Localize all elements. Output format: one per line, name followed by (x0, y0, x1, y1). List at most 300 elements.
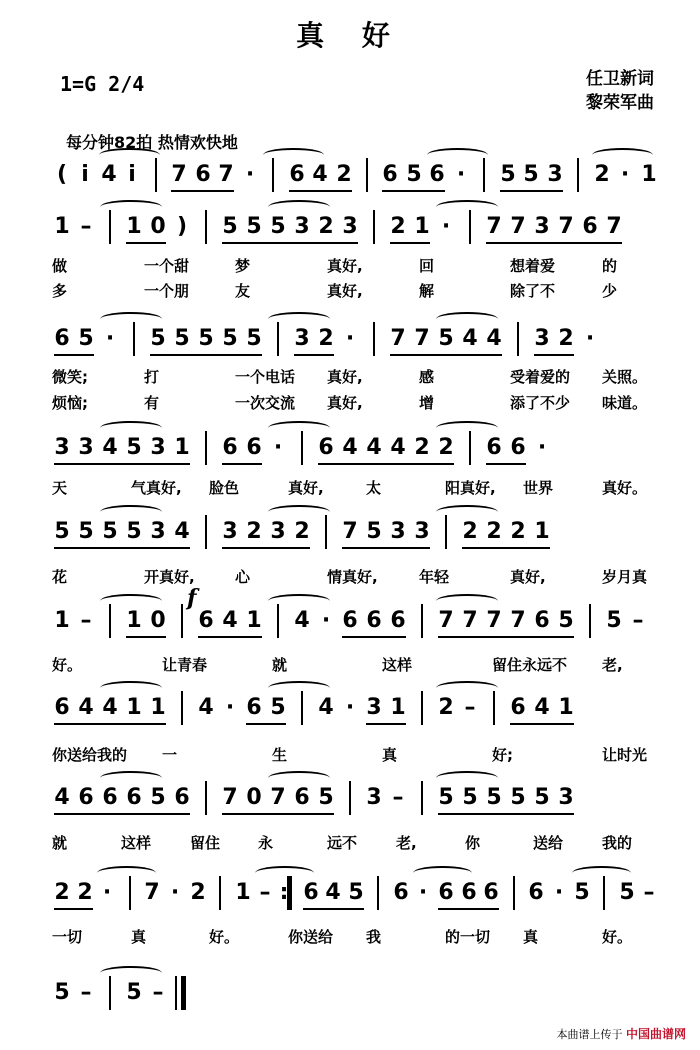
note-digit: 6 (429, 162, 445, 187)
note-digit: 5 (78, 519, 94, 544)
note-digit: 3 (54, 435, 70, 460)
note-digit: 5 (246, 326, 262, 351)
note-digit: 6 (222, 435, 238, 460)
beam-line (150, 354, 262, 356)
lyric-word: 气真好, (131, 479, 182, 497)
note-digit: 7 (510, 214, 526, 239)
note-digit: 5 (510, 785, 526, 810)
beam-line (246, 723, 286, 725)
slur-arc (255, 866, 314, 880)
lyric-word: 好。 (602, 928, 633, 946)
beam-line (534, 354, 574, 356)
note-digit: 5 (406, 162, 422, 187)
note-digit: 2 (558, 326, 574, 351)
lyric-word: 留住 (190, 834, 221, 852)
slur-arc (100, 312, 162, 326)
beam-line (486, 463, 526, 465)
note-digit: 1 (150, 695, 166, 720)
note-digit: 5 (174, 326, 190, 351)
slur-arc (436, 200, 498, 214)
lyric-word: 脸色 (209, 479, 240, 497)
slur-arc (268, 594, 330, 608)
lyric-word: 就 (272, 656, 288, 674)
slur-arc (268, 771, 330, 785)
note-digit: 3 (78, 435, 94, 460)
note-digit: 3 (294, 326, 310, 351)
note-digit: 5 (270, 214, 286, 239)
note-digit: 7 (218, 162, 234, 187)
note-digit: 4 (342, 435, 358, 460)
note-digit: 1 (54, 214, 70, 239)
note-digit: – (643, 880, 655, 905)
bar-line (109, 604, 111, 638)
note-digit: · (537, 435, 547, 460)
bar-line (349, 781, 351, 815)
note-digit: 1 (126, 695, 142, 720)
bar-line (205, 431, 207, 465)
note-digit: 3 (547, 162, 563, 187)
lyric-word: 感 (419, 368, 435, 386)
bar-line (325, 515, 327, 549)
lyric-word: 增 (419, 394, 435, 412)
lyric-word: 好。 (209, 928, 240, 946)
note-digit: · (170, 880, 180, 905)
note-digit: 7 (414, 326, 430, 351)
note-digit: 6 (510, 695, 526, 720)
note-digit: 0 (246, 785, 262, 810)
lyric-word: 太 (366, 479, 382, 497)
lyric-word: 这样 (382, 656, 413, 674)
lyric-word: 真好, (288, 479, 324, 497)
note-digit: 6 (102, 785, 118, 810)
beam-line (438, 908, 499, 910)
dynamic-marking: f (187, 585, 197, 611)
note-digit: 2 (594, 162, 610, 187)
note-digit: 1 (235, 880, 251, 905)
bar-line (421, 604, 423, 638)
slur-arc (100, 594, 162, 608)
note-digit: · (620, 162, 630, 187)
slur-arc (97, 866, 156, 880)
beam-line (171, 190, 234, 192)
note-digit: 5 (486, 785, 502, 810)
bar-line (603, 876, 605, 910)
note-digit: 7 (222, 785, 238, 810)
bar-line (577, 158, 579, 192)
note-digit: 2 (318, 326, 334, 351)
lyric-word: 多 (52, 282, 68, 300)
bar-line (181, 604, 183, 638)
note-digit: · (345, 326, 355, 351)
slur-arc (268, 505, 330, 519)
note-digit: 7 (438, 608, 454, 633)
note-digit: 3 (342, 214, 358, 239)
note-digit: – (80, 980, 92, 1005)
note-digit: · (441, 214, 451, 239)
lyric-word: 真好。 (602, 479, 648, 497)
note-digit: 2 (190, 880, 206, 905)
lyric-word: 除了不 (510, 282, 556, 300)
note-digit: ) (176, 214, 188, 239)
beam-line (510, 723, 574, 725)
note-digit: 6 (289, 162, 305, 187)
note-digit: 1 (534, 519, 550, 544)
lyric-word: 花 (52, 568, 68, 586)
note-digit: 2 (246, 519, 262, 544)
slur-arc (100, 771, 162, 785)
note-digit: – (392, 785, 404, 810)
note-digit: 5 (150, 785, 166, 810)
note-digit: 1 (390, 695, 406, 720)
note-digit: · (105, 326, 115, 351)
note-digit: 2 (336, 162, 352, 187)
slur-arc (268, 200, 330, 214)
lyric-word: 这样 (121, 834, 152, 852)
note-digit: 6 (195, 162, 211, 187)
note-digit: 3 (294, 214, 310, 239)
note-digit: – (464, 695, 476, 720)
note-digit: 0 (150, 608, 166, 633)
lyric-word: 少 (602, 282, 618, 300)
lyric-word: 情真好, (327, 568, 378, 586)
note-digit: 6 (534, 608, 550, 633)
beam-line (500, 190, 563, 192)
note-digit: 5 (126, 435, 142, 460)
lyric-word: 味道。 (602, 394, 648, 412)
notation-line (52, 326, 662, 358)
note-digit: 5 (102, 519, 118, 544)
beam-line (390, 354, 502, 356)
note-digit: i (81, 162, 89, 187)
bar-line (421, 691, 423, 725)
note-digit: 5 (198, 326, 214, 351)
beam-line (438, 813, 574, 815)
note-digit: 7 (171, 162, 187, 187)
lyric-word: 添了不少 (510, 394, 571, 412)
note-digit: 5 (54, 519, 70, 544)
lyric-word: 你 (465, 834, 481, 852)
lyric-word: 真好, (327, 257, 363, 275)
lyric-word: 让青春 (162, 656, 208, 674)
beam-line (303, 908, 364, 910)
note-digit: 4 (462, 326, 478, 351)
note-digit: · (225, 695, 235, 720)
note-digit: 1 (126, 214, 142, 239)
note-digit: 6 (303, 880, 319, 905)
bar-line (421, 781, 423, 815)
notation-line (52, 785, 662, 817)
note-digit: 2 (438, 695, 454, 720)
slur-arc (592, 148, 653, 162)
notation-line (52, 519, 662, 551)
note-digit: 4 (390, 435, 406, 460)
beam-line (126, 636, 166, 638)
lyric-word: 打 (144, 368, 160, 386)
notation-line (52, 214, 662, 246)
note-digit: 5 (534, 785, 550, 810)
lyric-word: 一次交流 (235, 394, 296, 412)
bar-line (129, 876, 131, 910)
note-digit: 6 (198, 608, 214, 633)
note-digit: 5 (574, 880, 590, 905)
note-digit: 3 (150, 435, 166, 460)
note-digit: 2 (77, 880, 93, 905)
note-digit: 6 (294, 785, 310, 810)
note-digit: 6 (126, 785, 142, 810)
note-digit: 6 (318, 435, 334, 460)
beam-line (54, 723, 166, 725)
note-digit: 6 (390, 608, 406, 633)
beam-line (222, 242, 358, 244)
lyric-word: 真 (382, 746, 398, 764)
lyric-word: 好; (492, 746, 513, 764)
slur-arc (436, 594, 498, 608)
note-digit: · (585, 326, 595, 351)
note-digit: · (345, 695, 355, 720)
bar-line (513, 876, 515, 910)
beam-line (222, 463, 262, 465)
bar-line (175, 976, 177, 1010)
lyric-word: 的 (602, 257, 618, 275)
beam-line (222, 813, 334, 815)
lyric-word: 受着爱的 (510, 368, 571, 386)
note-digit: · (321, 608, 331, 633)
slur-arc (268, 421, 330, 435)
note-digit: 6 (246, 435, 262, 460)
bar-line (366, 158, 368, 192)
repeat-dots: : (279, 880, 289, 905)
slur-arc (436, 312, 498, 326)
note-digit: 3 (390, 519, 406, 544)
note-digit: 2 (462, 519, 478, 544)
note-digit: 2 (438, 435, 454, 460)
lyric-word: 心 (235, 568, 251, 586)
slur-arc (263, 148, 324, 162)
bar-line (109, 210, 111, 244)
beam-line (342, 547, 430, 549)
note-digit: 3 (222, 519, 238, 544)
slur-arc (100, 505, 162, 519)
note-digit: 2 (294, 519, 310, 544)
note-digit: 6 (174, 785, 190, 810)
note-digit: 5 (78, 326, 94, 351)
bar-line (277, 604, 279, 638)
lyric-word: 一 (162, 746, 178, 764)
note-digit: 6 (366, 608, 382, 633)
lyric-word: 我的 (602, 834, 633, 852)
note-digit: 6 (382, 162, 398, 187)
note-digit: 5 (126, 980, 142, 1005)
note-digit: 4 (222, 608, 238, 633)
note-digit: 1 (174, 435, 190, 460)
lyric-word: 好。 (52, 656, 83, 674)
note-digit: 6 (483, 880, 499, 905)
bar-line (133, 322, 135, 356)
note-digit: 4 (366, 435, 382, 460)
beam-line (294, 354, 334, 356)
lyric-word: 生 (272, 746, 288, 764)
beam-line (438, 636, 574, 638)
note-digit: – (80, 608, 92, 633)
bar-line (272, 158, 274, 192)
note-digit: 3 (534, 214, 550, 239)
lyric-word: 你送给 (288, 928, 334, 946)
note-digit: 5 (348, 880, 364, 905)
note-digit: ( (56, 162, 68, 187)
lyric-word: 一个朋 (144, 282, 190, 300)
note-digit: 7 (390, 326, 406, 351)
note-digit: 2 (54, 880, 70, 905)
slur-arc (572, 866, 631, 880)
bar-line (469, 210, 471, 244)
note-digit: – (259, 880, 271, 905)
note-digit: 4 (486, 326, 502, 351)
note-digit: 6 (393, 880, 409, 905)
note-digit: 5 (606, 608, 622, 633)
slur-arc (100, 966, 162, 980)
bar-line (373, 322, 375, 356)
lyric-word: 真好, (327, 368, 363, 386)
bar-line (301, 691, 303, 725)
beam-line (54, 354, 94, 356)
bar-line (155, 158, 157, 192)
note-digit: 5 (318, 785, 334, 810)
note-digit: 4 (198, 695, 214, 720)
note-digit: 7 (510, 608, 526, 633)
lyric-word: 梦 (235, 257, 251, 275)
tempo-marking: 每分钟82拍 热情欢快地 (66, 133, 238, 152)
note-digit: 3 (270, 519, 286, 544)
note-digit: 5 (54, 980, 70, 1005)
note-digit: 5 (270, 695, 286, 720)
note-digit: i (128, 162, 136, 187)
note-digit: 4 (54, 785, 70, 810)
note-digit: 4 (312, 162, 328, 187)
note-digit: 6 (486, 435, 502, 460)
lyric-word: 想着爱 (510, 257, 556, 275)
note-digit: 5 (438, 785, 454, 810)
note-digit: 7 (606, 214, 622, 239)
note-digit: 5 (558, 608, 574, 633)
lyric-word: 天 (52, 479, 68, 497)
slur-arc (436, 505, 498, 519)
note-digit: 5 (126, 519, 142, 544)
note-digit: 6 (582, 214, 598, 239)
bar-line (373, 210, 375, 244)
note-digit: 6 (461, 880, 477, 905)
lyric-word: 一个甜 (144, 257, 190, 275)
beam-line (382, 190, 445, 192)
beam-line (318, 463, 454, 465)
notation-line (52, 980, 662, 1012)
note-digit: 6 (54, 695, 70, 720)
note-digit: 2 (318, 214, 334, 239)
lyric-word: 远不 (327, 834, 358, 852)
slur-arc (268, 681, 330, 695)
note-digit: 3 (534, 326, 550, 351)
lyric-word: 一个电话 (235, 368, 296, 386)
bar-line (181, 691, 183, 725)
notation-line (52, 608, 662, 640)
beam-line (222, 547, 310, 549)
bar-line (109, 976, 111, 1010)
lyricist-credit: 任卫新词 (586, 69, 654, 89)
note-digit: 3 (558, 785, 574, 810)
note-digit: 6 (78, 785, 94, 810)
note-digit: · (245, 162, 255, 187)
bar-line (219, 876, 221, 910)
bar-line (301, 431, 303, 465)
slur-arc (100, 421, 162, 435)
note-digit: 2 (486, 519, 502, 544)
site-logo: 中国曲谱网 (625, 1027, 686, 1041)
beam-line (366, 723, 406, 725)
note-digit: 7 (270, 785, 286, 810)
note-digit: 5 (500, 162, 516, 187)
lyric-word: 真好, (327, 394, 363, 412)
composer-credit: 黎荣军曲 (586, 93, 654, 113)
note-digit: 5 (619, 880, 635, 905)
bar-line (483, 158, 485, 192)
note-digit: 1 (126, 608, 142, 633)
beam-line (486, 242, 622, 244)
beam-line (462, 547, 550, 549)
note-digit: – (632, 608, 644, 633)
beam-line (126, 242, 166, 244)
note-digit: 4 (101, 162, 117, 187)
lyric-word: 年轻 (419, 568, 450, 586)
slur-arc (436, 681, 498, 695)
note-digit: 1 (641, 162, 657, 187)
lyric-word: 有 (144, 394, 160, 412)
lyric-word: 关照。 (602, 368, 648, 386)
note-digit: 7 (144, 880, 160, 905)
beam-line (54, 463, 190, 465)
note-digit: 1 (54, 608, 70, 633)
note-digit: 6 (54, 326, 70, 351)
lyric-word: 解 (419, 282, 435, 300)
notation-line (52, 162, 662, 194)
note-digit: 7 (486, 608, 502, 633)
lyric-word: 真 (131, 928, 147, 946)
slur-arc (268, 312, 330, 326)
note-digit: 5 (222, 214, 238, 239)
note-digit: 4 (318, 695, 334, 720)
bar-line (589, 604, 591, 638)
beam-line (54, 813, 190, 815)
lyric-word: 真好, (327, 282, 363, 300)
lyric-word: 烦恼; (52, 394, 88, 412)
lyric-word: 留住永远不 (492, 656, 568, 674)
slur-arc (413, 866, 472, 880)
note-digit: 7 (342, 519, 358, 544)
key-signature: 1=G 2/4 (60, 72, 145, 96)
notation-line (52, 695, 662, 727)
slur-arc (99, 148, 160, 162)
lyric-word: 做 (52, 257, 68, 275)
bar-line (205, 515, 207, 549)
note-digit: 4 (174, 519, 190, 544)
lyric-word: 我 (366, 928, 382, 946)
note-digit: 4 (294, 608, 310, 633)
slur-arc (436, 771, 498, 785)
lyric-word: 岁月真 (602, 568, 648, 586)
note-digit: 7 (462, 608, 478, 633)
slur-arc (100, 200, 162, 214)
note-digit: · (418, 880, 428, 905)
lyric-word: 老, (396, 834, 417, 852)
note-digit: 7 (486, 214, 502, 239)
